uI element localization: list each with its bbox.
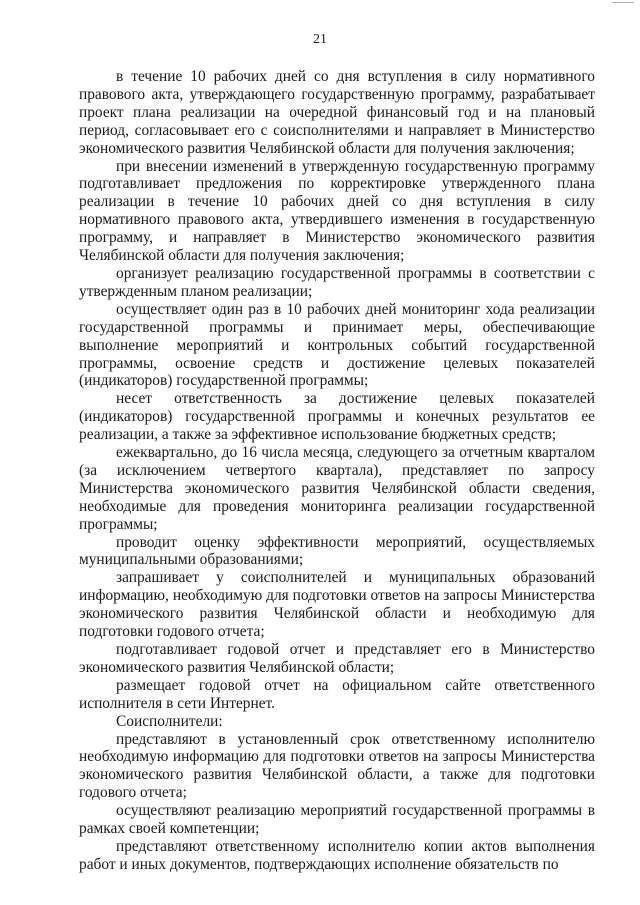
paragraph: осуществляют реализацию мероприятий государственной программы в рамках своей компетенции; [79, 802, 595, 838]
paragraph: организует реализацию государственной программы в соответствии с утвержденным планом реализации; [79, 264, 595, 300]
document-body [79, 68, 595, 874]
paragraph: представляют ответственному исполнителю копии актов выполнения работ и иных документов, подтверждающих исполнение обязательств по [79, 837, 595, 873]
paragraph: размещает годовой отчет на официальном сайте ответственного исполнителя в сети Интернет. [79, 676, 595, 712]
paragraph: ежеквартально, до 16 числа месяца, следующего за отчетным кварталом (за исключением четвертого квартала), представляет по запросу Министерства экономического развития Челябинской области сведения, необходимые для проведения мониторинга реализации государственной программы; [79, 444, 595, 533]
paragraph: подготавливает годовой отчет и представляет его в Министерство экономического развития Челябинской области; [79, 641, 595, 676]
section-heading: Соисполнители: [116, 712, 223, 730]
page-number: 21 [313, 32, 327, 47]
paragraph: запрашивает у соисполнителей и муниципальных образований информацию, необходимую для подготовки ответов на запросы Министерства экономического развития Челябинской области и необходимую для подготовки годового отчета; [79, 569, 595, 641]
paragraph: проводит оценку эффективности мероприятий, осуществляемых муниципальными образованиями; [79, 533, 595, 569]
scan-corner-mark [612, 2, 634, 3]
paragraph: при внесении изменений в утвержденную государственную программу подготавливает предложения по корректировке утвержденного плана реализации в течение 10 рабочих дней со дня вступления в силу нормативного правового акта, утвердившего изменения в государственную программу, и направляет в Министерство экономического развития Челябинской области для получения заключения; [79, 157, 595, 265]
paragraph: осуществляет один раз в 10 рабочих дней мониторинг хода реализации государственной программы и принимает меры, обеспечивающие выполнение мероприятий и контрольных событий государственной программы, освоение средств и достижение целевых показателей (индикаторов) государственной программы; [79, 300, 595, 390]
paragraph: представляют в установленный срок ответственному исполнителю необходимую информацию для подготовки ответов на запросы Министерства экономического развития Челябинской области, а также для подготовки годового отчета; [79, 730, 595, 802]
paragraph: несет ответственность за достижение целевых показателей (индикаторов) государственной программы и конечных результатов ее реализации, а также за эффективное использование бюджетных средств; [79, 390, 595, 444]
paragraph: в течение 10 рабочих дней со дня вступления в силу нормативного правового акта, утверждающего государственную программу, разрабатывает проект плана реализации на очередной финансовый год и на плановый период, согласовывает его с соисполнителями и направляет в Министерство экономического развития Челябинской области для получения заключения; [79, 68, 595, 157]
